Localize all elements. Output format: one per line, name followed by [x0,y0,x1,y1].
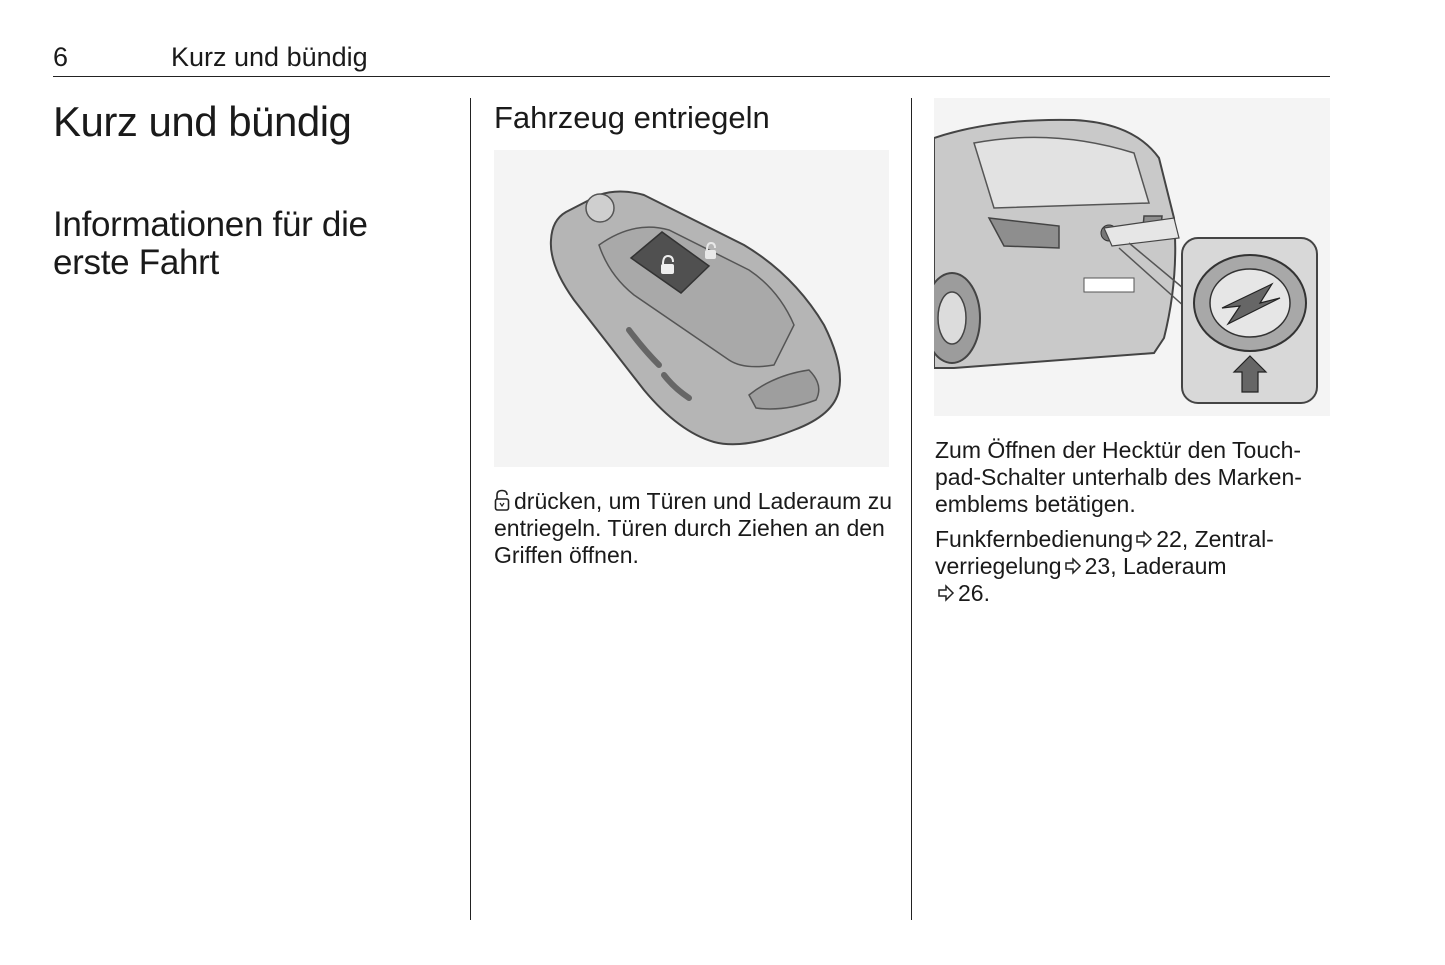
chapter-title: Kurz und bündig [53,98,352,145]
column-divider [470,98,471,920]
arrow-reference-icon [1064,557,1082,575]
xref-page[interactable]: 22 [1156,526,1182,552]
xref-label: Laderaum [1122,553,1227,579]
unlock-instruction [494,488,904,569]
arrow-reference-icon [1135,530,1153,548]
xref-label: Funkfernbedienung [935,526,1134,552]
unlock-icon [494,489,510,511]
page-number: 6 [53,42,69,72]
arrow-reference-icon [937,584,955,602]
unlock-instruction-text: drücken, um Türen und Laderaum zu entriegeln. Türen durch Ziehen an den Griffen öffnen. [494,488,893,568]
page-header [53,42,1330,77]
running-title: Kurz und bündig [171,42,368,72]
car-rear-illustration [934,98,1330,416]
column-divider [911,98,912,920]
xref-label: Zentral-verriegelung [935,526,1274,579]
section-title: Informationen für die erste Fahrt [53,205,368,282]
subsection-title: Fahrzeug entriegeln [494,100,770,135]
tailgate-instruction: Zum Öffnen der Hecktür den Touch-pad-Schalter unterhalb des Marken-emblems betätigen. [935,437,1302,517]
xref-page[interactable]: 23 [1084,553,1111,579]
xref-page[interactable]: 26 [958,580,984,606]
cross-references: Funkfernbedienung 22, Zentral-verriegelung 23, Laderaum 26. [935,526,1274,606]
key-fob-illustration [494,150,889,467]
